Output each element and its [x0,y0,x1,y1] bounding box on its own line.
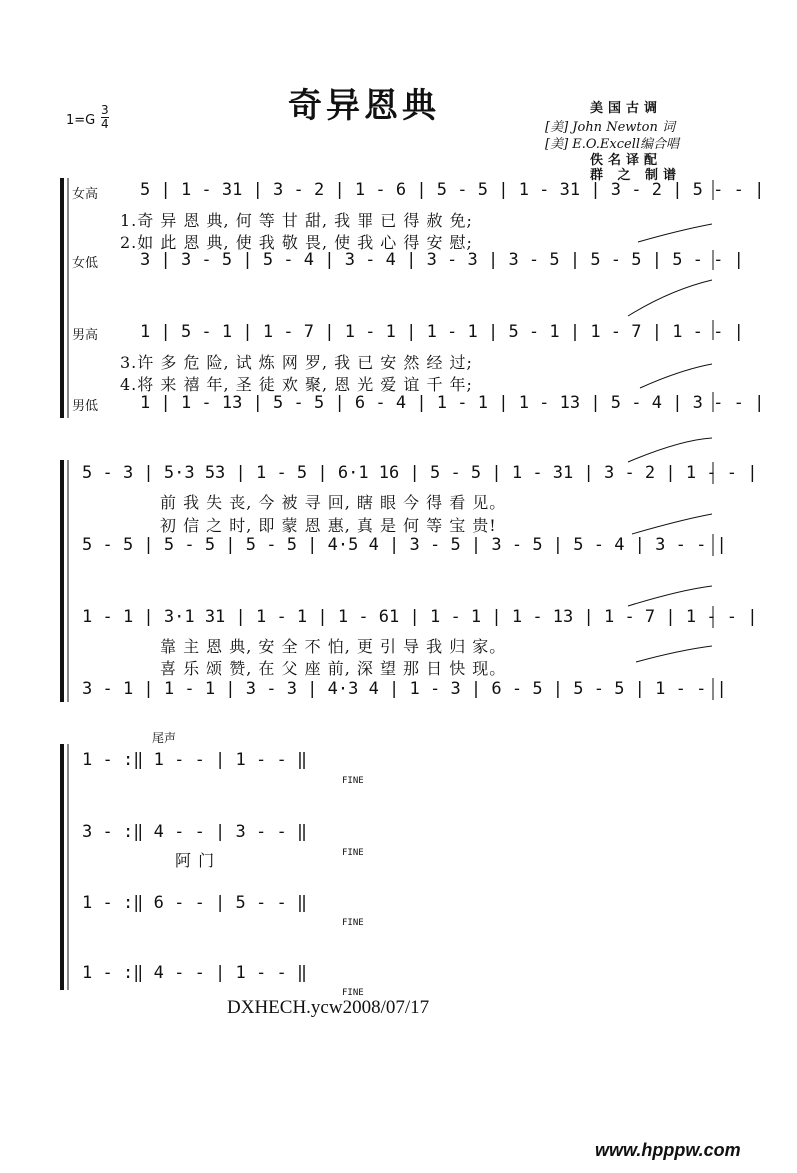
coda-alto: 3 - :‖ 4 - - | 3 - - ‖ [82,822,308,842]
footer-credit: DXHECH.ycw2008/07/17 [227,997,430,1018]
part-label-soprano: 女高 [72,187,99,202]
fine-mark-1: FINE [342,776,364,786]
lyric-verse4-2: 喜 乐 颂 赞, 在 父 座 前, 深 望 那 日 快 现。 [160,659,507,678]
credit-arranger: [美] E.O.Excell编合唱 [545,137,680,152]
lyric-verse3-2: 靠 主 恩 典, 安 全 不 怕, 更 引 导 我 归 家。 [160,637,507,656]
notes-tenor-1: 1 | 5 - 1 | 1 - 7 | 1 - 1 | 1 - 1 | 5 - 1 | 1 - 7 | 1 - - | [140,322,744,342]
credit-lyricist: [美] John Newton 词 [545,120,675,135]
lyric-verse2-2: 初 信 之 时, 即 蒙 恩 惠, 真 是 何 等 宝 贵! [160,516,497,535]
coda-amen: 阿 门 [175,851,216,870]
part-label-bass: 男低 [72,399,99,414]
time-signature: $\frac{3}{4}$ [101,103,109,131]
fine-mark-4: FINE [342,988,364,998]
coda-soprano: 1 - :‖ 1 - - | 1 - - ‖ [82,750,308,770]
notes-soprano-1: 5 | 1 - 31 | 3 - 2 | 1 - 6 | 5 - 5 | 1 - 31 | 3 - 2 | 5 - - | [140,180,765,200]
notes-alto-2: 5 - 5 | 5 - 5 | 5 - 5 | 4·5 4 | 3 - 5 | 3 - 5 | 5 - 4 | 3 - - | [82,535,727,555]
fine-mark-2: FINE [342,848,364,858]
key-signature: 1=G [66,113,96,128]
watermark-url: www.hpppw.com [595,1140,741,1160]
part-label-alto: 女低 [72,256,99,271]
notes-soprano-2: 5 - 3 | 5·3 53 | 1 - 5 | 6·1 16 | 5 - 5 | 1 - 31 | 3 - 2 | 1 - - | [82,463,758,483]
credit-translator: 佚名译配 [590,153,663,168]
notes-bass-2: 3 - 1 | 1 - 1 | 3 - 3 | 4·3 4 | 1 - 3 | 6 - 5 | 5 - 5 | 1 - - | [82,679,727,699]
notes-bass-1: 1 | 1 - 13 | 5 - 5 | 6 - 4 | 1 - 1 | 1 - 13 | 5 - 4 | 3 - - | [140,393,765,413]
credit-origin: 美国古调 [590,101,663,116]
fine-mark-3: FINE [342,918,364,928]
lyric-verse2-1: 2.如 此 恩 典, 使 我 敬 畏, 使 我 心 得 安 慰; [120,233,473,252]
coda-tenor: 1 - :‖ 6 - - | 5 - - ‖ [82,893,308,913]
lyric-verse3-1: 3.许 多 危 险, 试 炼 网 罗, 我 已 安 然 经 过; [120,353,473,372]
part-label-tenor: 男高 [72,328,99,343]
coda-bass: 1 - :‖ 4 - - | 1 - - ‖ [82,963,308,983]
credit-engraver: 群 之 制谱 [590,168,682,183]
lyric-verse4-1: 4.将 来 禧 年, 圣 徒 欢 聚, 恩 光 爱 谊 千 年; [120,375,473,394]
page-title: 奇异恩典 [288,86,440,126]
lyric-verse1-1: 1.奇 异 恩 典, 何 等 甘 甜, 我 罪 已 得 赦 免; [120,211,473,230]
notes-tenor-2: 1 - 1 | 3·1 31 | 1 - 1 | 1 - 61 | 1 - 1 | 1 - 13 | 1 - 7 | 1 - - | [82,607,758,627]
lyric-verse1-2: 前 我 失 丧, 今 被 寻 回, 瞎 眼 今 得 看 见。 [160,493,507,512]
notes-alto-1: 3 | 3 - 5 | 5 - 4 | 3 - 4 | 3 - 3 | 3 - 5 | 5 - 5 | 5 - - | [140,250,744,270]
coda-label: 尾声 [152,731,177,745]
